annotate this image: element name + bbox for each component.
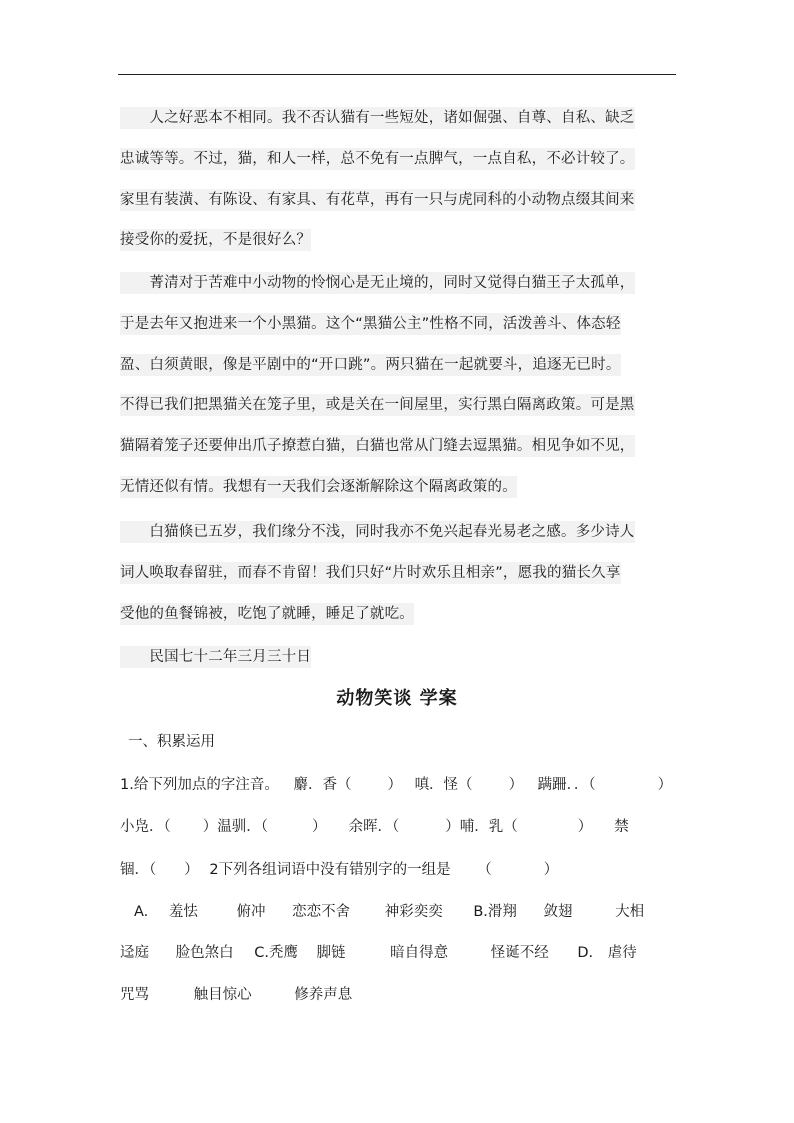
answer-paren-close: ） <box>543 862 559 878</box>
option-word: 俯冲 <box>236 904 266 920</box>
option-word: 羞怯 <box>168 904 198 920</box>
item-close: ） <box>312 819 327 835</box>
item-close: ） <box>508 777 524 793</box>
item: ）哺．乳（ <box>445 819 518 835</box>
text-line: 无情还似有情。我想有一天我们会逐渐解除这个隔离政策的。 <box>120 476 517 498</box>
item: ）温驯．（ <box>202 819 268 835</box>
item: 嗔．怪（ <box>414 777 473 793</box>
option-label: B <box>473 904 484 920</box>
question-text: 给下列加点的字注音。 <box>133 777 279 793</box>
paragraph-1 <box>120 98 680 261</box>
date-paragraph <box>120 637 680 678</box>
option-word: 脚链 <box>316 945 346 961</box>
text-line: 盈、白须黄眼，像是平剧中的“开口跳”。两只猫在一起就要斗，追逐无已时。 <box>120 354 621 376</box>
option-label: D. <box>577 945 594 961</box>
option-label: C <box>254 945 265 961</box>
text-line: 菁清对于苦难中小动物的怜悯心是无止境的，同时又觉得白猫王子太孤单， <box>120 272 635 294</box>
item-close: ） <box>657 777 673 793</box>
option-word: 修养声息 <box>294 987 353 1003</box>
date-line: 民国七十二年三月三十日 <box>120 646 311 668</box>
question-2-line <box>120 858 558 879</box>
text-line: 白猫倏已五岁，我们缘分不浅，同时我亦不免兴起春光易老之感。多少诗人 <box>120 521 635 543</box>
section-heading: 一、积累运用 <box>128 734 215 750</box>
header-rule <box>118 74 676 75</box>
text-line: 忠诚等等。不过，猫，和人一样，总不免有一点脾气，一点自私，不必计较了。 <box>120 148 635 170</box>
option-word: 迳庭 <box>120 945 149 961</box>
options-line-2 <box>120 941 637 962</box>
options-line-1 <box>120 900 644 921</box>
text-line: 受他的鱼餐锦被，吃饱了就睡，睡足了就吃。 <box>120 603 414 625</box>
question-number: 2 <box>209 862 219 878</box>
option-word: 神彩奕奕 <box>384 904 443 920</box>
text-line: 词人唤取春留驻，而春不肯留！我们只好“片时欢乐且相亲”，愿我的猫长久享 <box>120 562 621 584</box>
text-line: 家里有装潢、有陈设、有家具、有花草，再有一只与虎同科的小动物点缀其间来 <box>120 189 635 211</box>
option-word: 恋恋不舍 <box>292 904 351 920</box>
option-word: 脸色煞白 <box>175 945 234 961</box>
option-word: 大相 <box>615 904 645 920</box>
item-close: ） <box>387 777 402 793</box>
paragraph-2 <box>120 263 680 508</box>
text-line: 于是去年又抱进来一个小黑猫。这个“黑猫公主”性格不同，活泼善斗、体态轻 <box>120 313 621 335</box>
item: 禁 <box>614 819 629 835</box>
question-1-line-2 <box>120 815 629 836</box>
item-close: ） <box>184 862 199 878</box>
option-word: .秃鹰 <box>264 945 298 961</box>
option-word: 怪诞不经 <box>490 945 549 961</box>
option-word: .滑翔 <box>483 904 517 920</box>
text-line: 接受你的爱抚，不是很好么？ <box>120 229 311 251</box>
text-line: 人之好恶本不相同。我不否认猫有一些短处，诸如倔强、自尊、自私、缺乏 <box>120 107 635 129</box>
options-line-3 <box>120 983 352 1004</box>
question-number: 1. <box>120 777 134 793</box>
item: 蹒跚．．（ <box>537 777 596 793</box>
text-line: 不得已我们把黑猫关在笼子里，或是关在一间屋里，实行黑白隔离政策。可是黑 <box>120 394 635 416</box>
option-label: A. <box>134 904 149 920</box>
item-close: ） <box>577 819 593 835</box>
paragraph-3 <box>120 512 680 634</box>
worksheet-title: 动物笑谈 学案 <box>336 688 458 709</box>
option-word: 虐待 <box>607 945 637 961</box>
item: 麝．香（ <box>293 777 352 793</box>
item: 余晖．（ <box>348 819 400 835</box>
answer-paren-open: （ <box>477 862 492 878</box>
option-word: 暗自得意 <box>390 945 449 961</box>
item: 小凫．（ <box>120 819 171 835</box>
option-word: 敛翅 <box>543 904 573 920</box>
option-word: 触目惊心 <box>193 987 252 1003</box>
option-word: 咒骂 <box>120 987 149 1003</box>
question-1-line-1 <box>120 773 672 794</box>
item: 锢．（ <box>120 862 157 878</box>
text-line: 猫隔着笼子还要伸出爪子撩惹白猫，白猫也常从门缝去逗黑猫。相见争如不见， <box>120 435 635 457</box>
question-text: 下列各组词语中没有错别字的一组是 <box>218 862 451 878</box>
